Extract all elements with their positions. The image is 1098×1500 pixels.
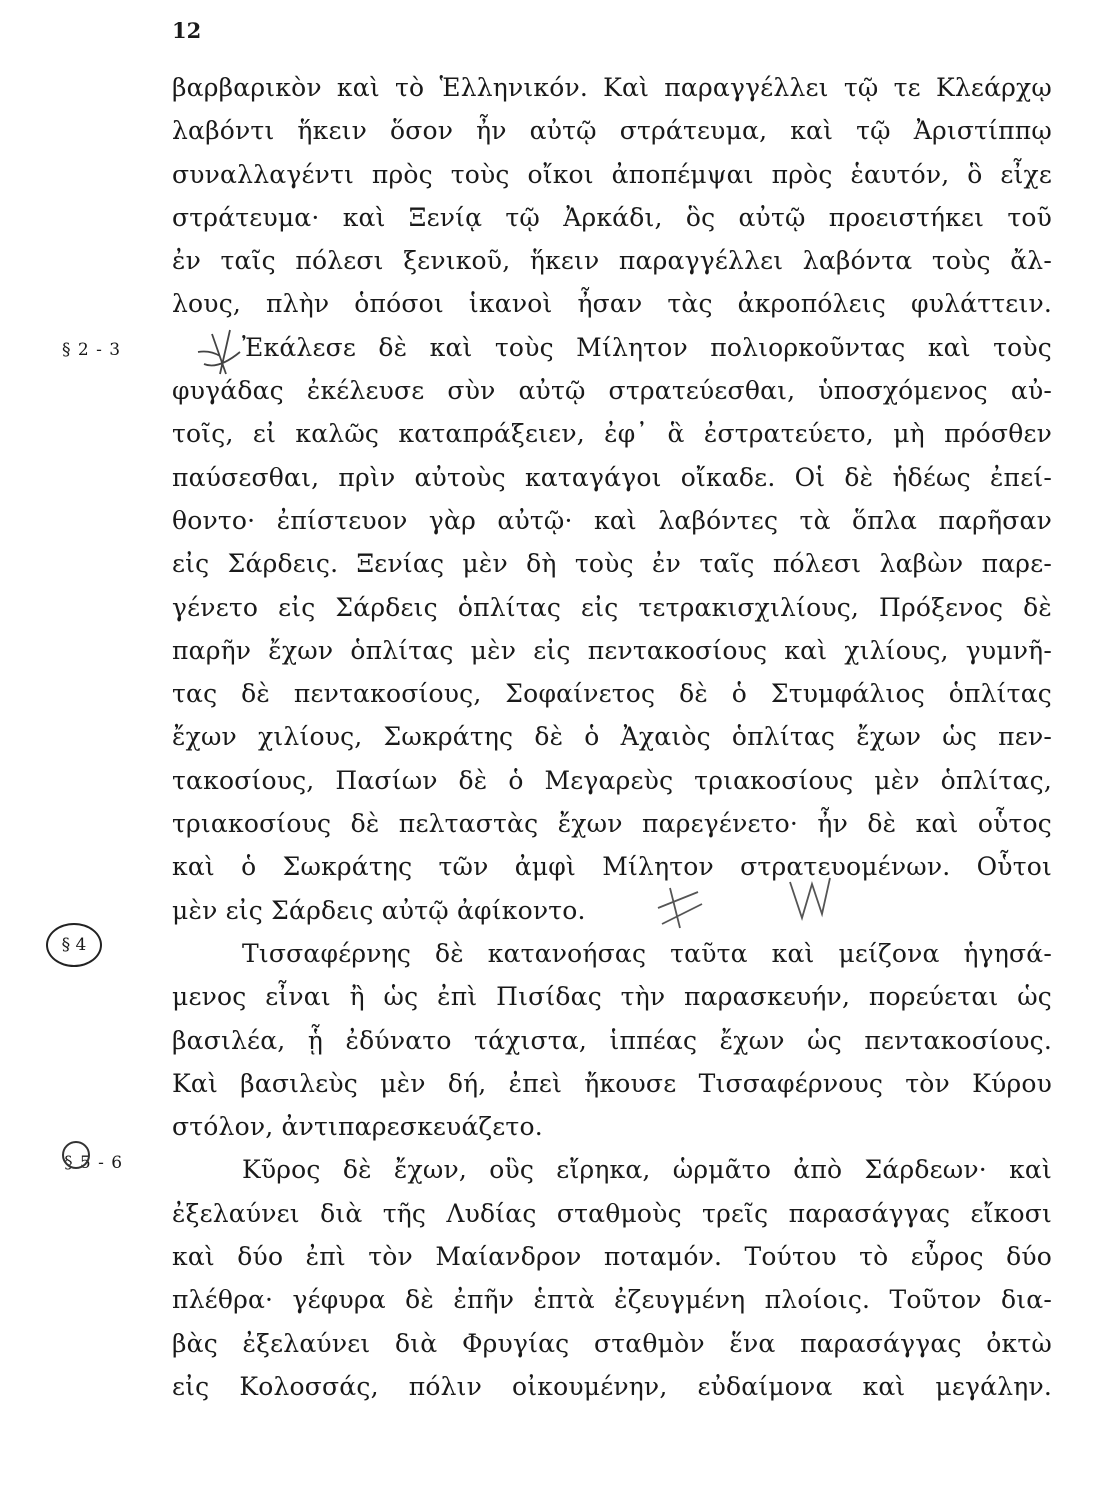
main-text	[172, 66, 1052, 1408]
text-line: μὲν εἰς Σάρδεις αὐτῷ ἀφίκοντο.	[172, 895, 586, 925]
text-line: Καὶ βασιλεὺς μὲν δή, ἐπεὶ ἤκουσε Τισσαφέρνους τὸν Κύρου	[172, 1068, 1052, 1098]
text-line: καὶ ὁ Σωκράτης τῶν ἀμφὶ Μίλητον στρατευομένων. Οὗτοι	[172, 852, 1052, 882]
text-line: τοῖς, εἰ καλῶς καταπράξειεν, ἐφ᾽ ἃ ἐστρατεύετο, μὴ πρόσθεν	[172, 419, 1052, 449]
text-line: τακοσίους, Πασίων δὲ ὁ Μεγαρεὺς τριακοσίους μὲν ὁπλίτας,	[172, 765, 1052, 795]
text-line: παύσεσθαι, πρὶν αὐτοὺς καταγάγοι οἴκαδε. Οἱ δὲ ἡδέως ἐπεί-	[172, 462, 1052, 492]
section-marker-4: § 4	[46, 923, 102, 967]
text-line: καὶ δύο ἐπὶ τὸν Μαίανδρον ποταμόν. Τούτου τὸ εὖρος δύο	[172, 1242, 1052, 1272]
text-line: τας δὲ πεντακοσίους, Σοφαίνετος δὲ ὁ Στυμφάλιος ὁπλίτας	[172, 679, 1052, 709]
section-marker-2-3: § 2 - 3	[62, 340, 122, 360]
text-line: ἔχων χιλίους, Σωκράτης δὲ ὁ Ἀχαιὸς ὁπλίτας ἔχων ὡς πεν-	[172, 722, 1052, 752]
text-line: γένετο εἰς Σάρδεις ὁπλίτας εἰς τετρακισχιλίους, Πρόξενος δὲ	[172, 592, 1052, 622]
text-line: φυγάδας ἐκέλευσε σὺν αὐτῷ στρατεύεσθαι, ὑποσχόμενος αὐ-	[172, 376, 1052, 406]
text-line: λους, πλὴν ὁπόσοι ἱκανοὶ ἦσαν τὰς ἀκροπόλεις φυλάττειν.	[172, 289, 1052, 319]
text-line: θοντο· ἐπίστευον γὰρ αὐτῷ· καὶ λαβόντες τὰ ὅπλα παρῆσαν	[172, 505, 1052, 535]
text-line: βαρβαρικὸν καὶ τὸ Ἑλληνικόν. Καὶ παραγγέλλει τῷ τε Κλεάρχῳ	[172, 73, 1052, 102]
text-line: βὰς ἐξελαύνει διὰ Φρυγίας σταθμὸν ἕνα παρασάγγας ὀκτὼ	[172, 1328, 1052, 1358]
text-line: συναλλαγέντι πρὸς τοὺς οἴκοι ἀποπέμψαι πρὸς ἑαυτόν, ὃ εἶχε	[172, 159, 1052, 189]
text-line: λαβόντι ἥκειν ὅσον ἦν αὐτῷ στράτευμα, καὶ τῷ Ἀριστίππῳ	[172, 116, 1052, 146]
section-marker-5-6: § 5 - 6	[64, 1153, 124, 1173]
text-line: εἰς Σάρδεις. Ξενίας μὲν δὴ τοὺς ἐν ταῖς πόλεσι λαβὼν παρε-	[172, 549, 1052, 579]
text-line: ἐν ταῖς πόλεσι ξενικοῦ, ἥκειν παραγγέλλει λαβόντα τοὺς ἄλ-	[172, 246, 1052, 276]
text-line: στόλον, ἀντιπαρεσκευάζετο.	[172, 1112, 543, 1142]
page-number: 12	[172, 18, 202, 43]
text-line: μενος εἶναι ἢ ὡς ἐπὶ Πισίδας τὴν παρασκευήν, πορεύεται ὡς	[172, 982, 1052, 1012]
text-line: στράτευμα· καὶ Ξενίᾳ τῷ Ἀρκάδι, ὃς αὐτῷ προειστήκει τοῦ	[172, 202, 1052, 232]
text-line: πλέθρα· γέφυρα δὲ ἐπῆν ἑπτὰ ἐζευγμένη πλοίοις. Τοῦτον δια-	[172, 1285, 1052, 1315]
text-line: ἐξελαύνει διὰ τῆς Λυδίας σταθμοὺς τρεῖς παρασάγγας εἴκοσι	[172, 1198, 1052, 1228]
text-line: τριακοσίους δὲ πελταστὰς ἔχων παρεγένετο· ἦν δὲ καὶ οὗτος	[172, 809, 1052, 839]
text-line: βασιλέα, ᾗ ἐδύνατο τάχιστα, ἱππέας ἔχων ὡς πεντακοσίους.	[172, 1025, 1052, 1055]
text-line: Τισσαφέρνης δὲ κατανοήσας ταῦτα καὶ μείζονα ἡγησά-	[242, 938, 1052, 968]
text-line: Κῦρος δὲ ἔχων, οὓς εἴρηκα, ὡρμᾶτο ἀπὸ Σάρδεων· καὶ	[242, 1155, 1052, 1185]
text-line: Ἐκάλεσε δὲ καὶ τοὺς Μίλητον πολιορκοῦντας καὶ τοὺς	[242, 332, 1052, 362]
text-line: εἰς Κολοσσάς, πόλιν οἰκουμένην, εὐδαίμονα καὶ μεγάλην.	[172, 1371, 1052, 1401]
text-line: παρῆν ἔχων ὁπλίτας μὲν εἰς πεντακοσίους καὶ χιλίους, γυμνῆ-	[172, 635, 1052, 665]
